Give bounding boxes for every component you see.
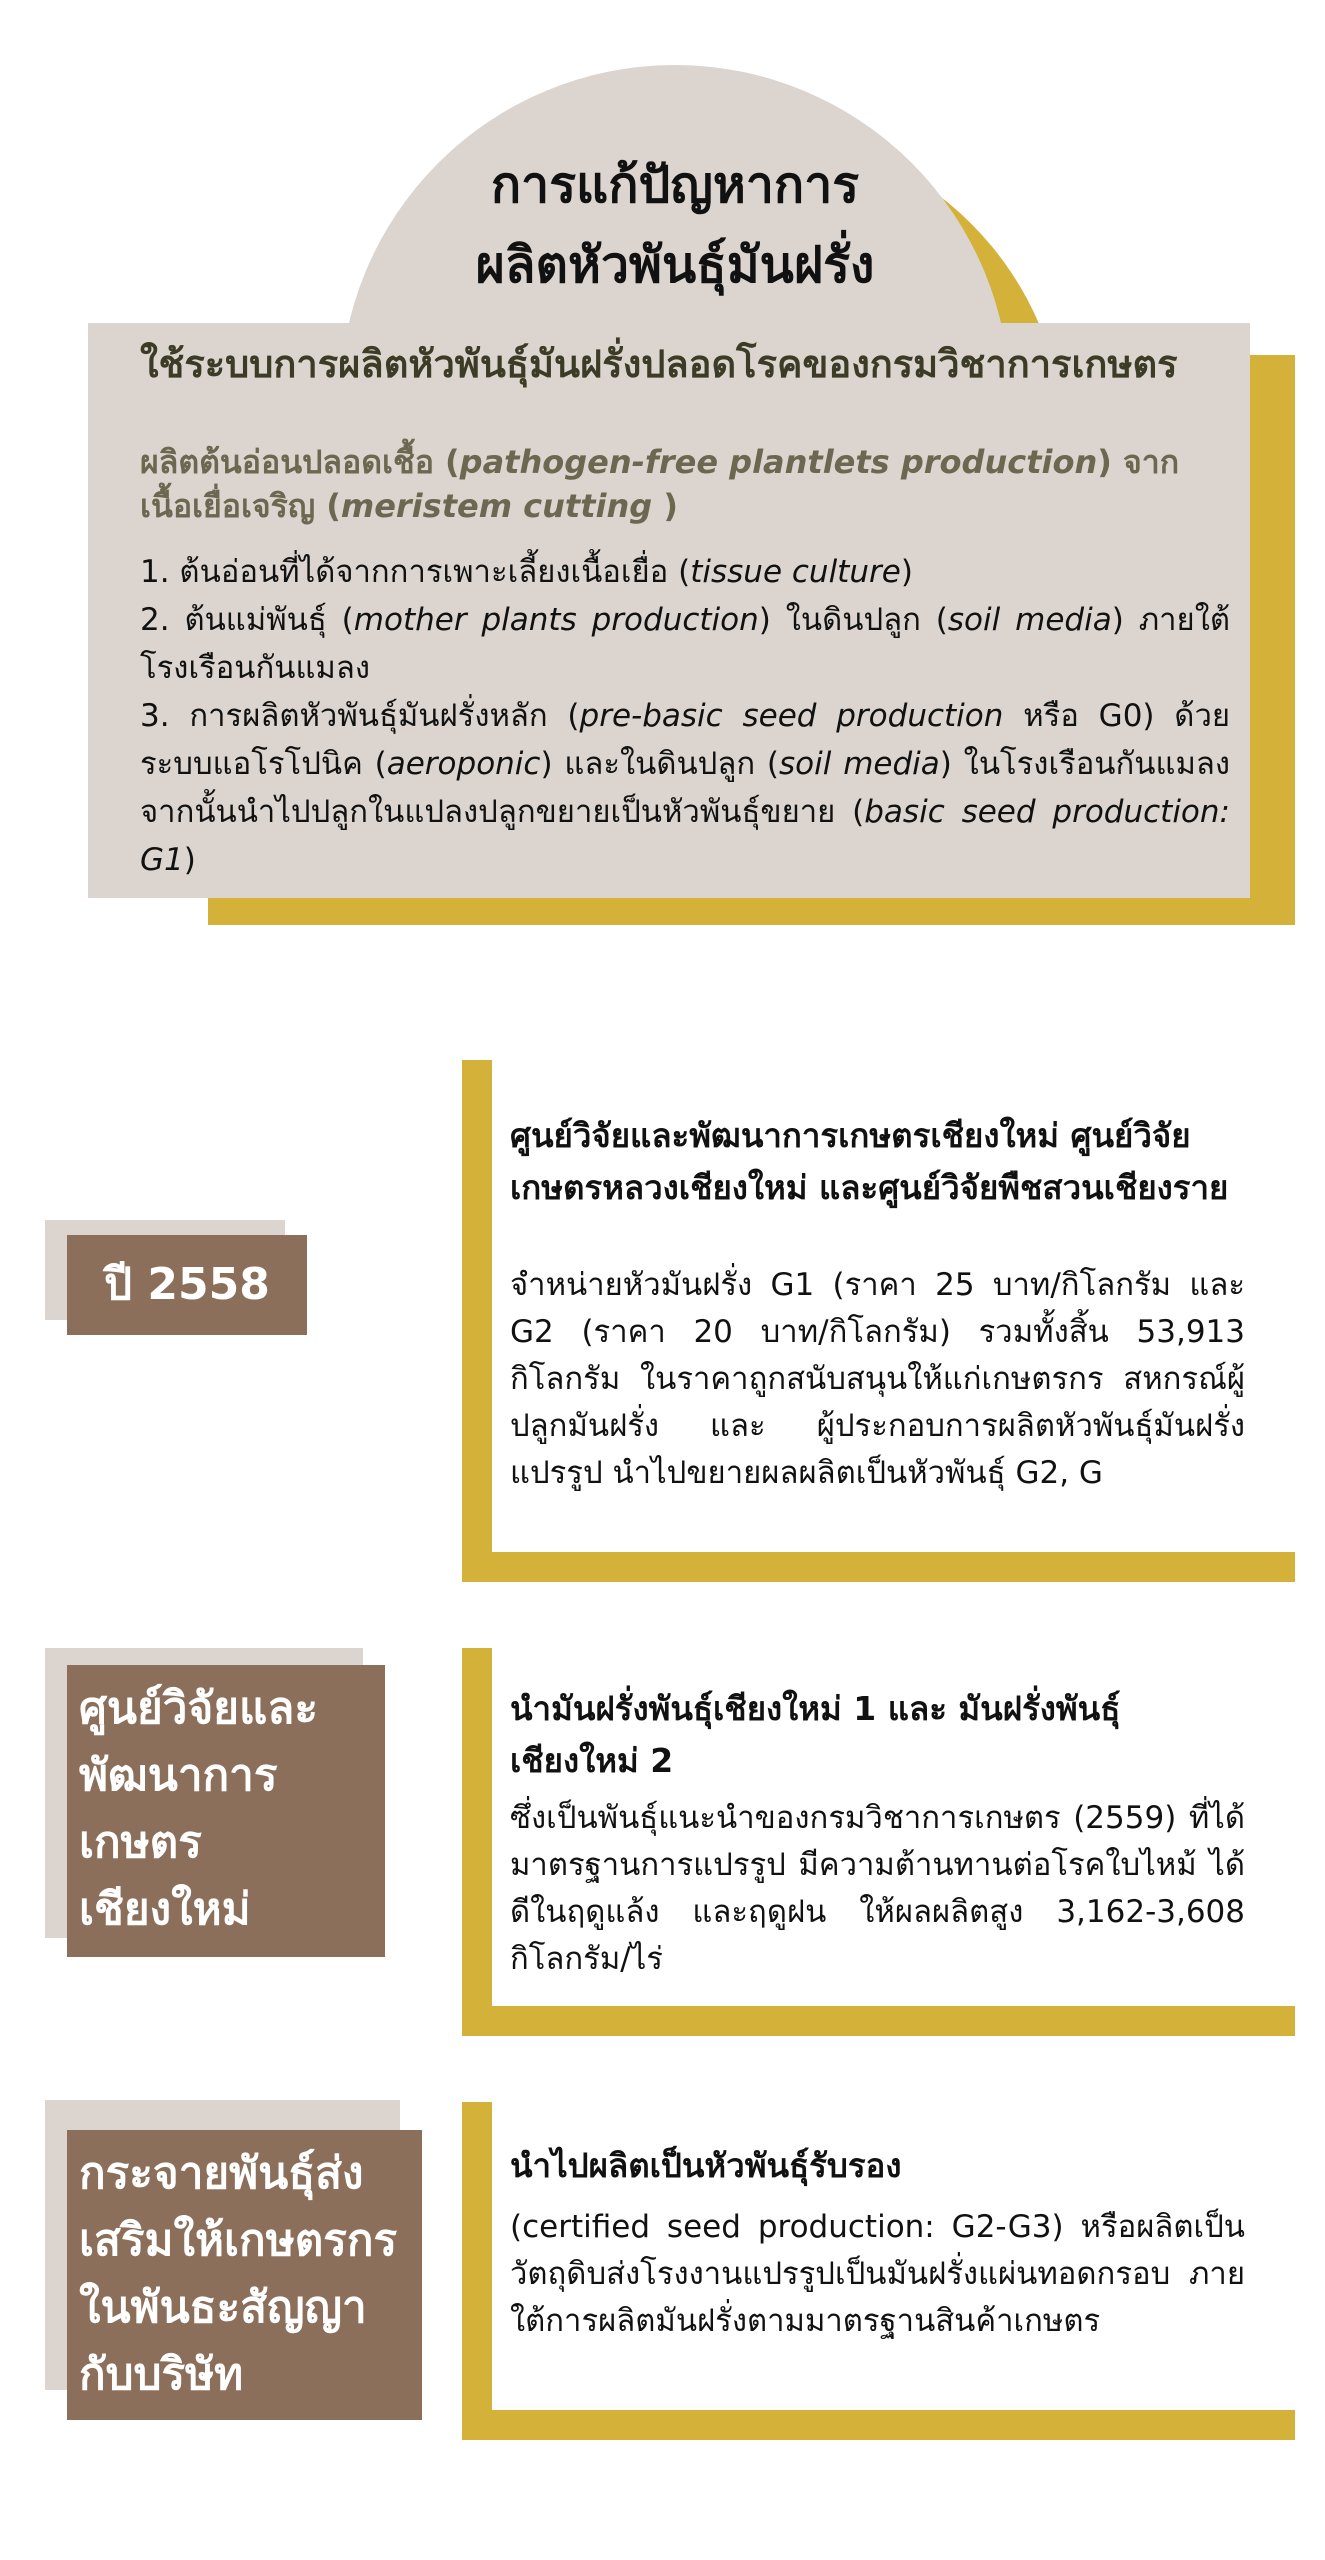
intro-sub-mid: ) จากเนื้อเยื่อเจริญ ( [140,443,1180,525]
intro-sub-term2: meristem cutting [340,487,653,525]
item2-mid: ) ในดินปลูก ( [758,602,948,638]
row3-label-text [67,2130,422,2408]
intro-list-item-2 [140,596,1230,692]
item3-suffix: ) [183,842,196,878]
intro-heading: ใช้ระบบการผลิตหัวพันธุ์มันฝรั่งปลอดโรคของกรมวิชาการเกษตร [140,342,1178,386]
row3-title: นำไปผลิตเป็นหัวพันธุ์รับรอง [510,2146,902,2185]
intro-subheading [140,440,1230,528]
item2-term1: mother plants production [353,602,759,638]
row2-label-line2: พัฒนาการ [79,1750,278,1801]
intro-sub-term1: pathogen-free plantlets production [459,443,1098,481]
row1-title: ศูนย์วิจัยและพัฒนาการเกษตรเชียงใหม่ ศูนย์วิจัยเกษตรหลวงเชียงใหม่ และศูนย์วิจัยพืชสวนเชียงราย [510,1116,1229,1207]
page-title-line1: การแก้ปัญหาการ [490,156,860,214]
row1-label-text: ปี 2558 [104,1259,270,1310]
intro-sub-suffix: ) [652,487,678,525]
row3-label-line3: ในพันธะสัญญา [79,2282,367,2333]
item3-term3: soil media [779,746,940,782]
row2-label-line4: เชียงใหม่ [79,1884,251,1935]
page-title-line2: ผลิตหัวพันธุ์มันฝรั่ง [475,236,875,294]
row3-label-line1: กระจายพันธุ์ส่ง [79,2148,364,2199]
row3-label-line4: กับบริษัท [79,2349,244,2400]
row3-body: (certified seed production: G2-G3) หรือผลิตเป็นวัตถุดิบส่งโรงงานแปรรูปเป็นมันฝรั่งแผ่นทอดกรอบ ภายใต้การผลิตมันฝรั่งตามมาตรฐานสินค้าเกษตร [510,2209,1245,2339]
item3-mid1: หรือ G0) ด้วยระบบแอโรโปนิค ( [140,698,1231,782]
item2-term2: soil media [947,602,1112,638]
item3-term4: basic seed production: G1 [140,794,1230,878]
row2-label-line3: เกษตร [79,1817,202,1868]
row1-body: จำหน่ายหัวมันฝรั่ง G1 (ราคา 25 บาท/กิโลกรัม และ G2 (ราคา 20 บาท/กิโลกรัม) รวมทั้งสิ้น 53,913 กิโลกรัม ในราคาถูกสนับสนุนให้แก่เกษตรกร สหกรณ์ผู้ปลูกมันฝรั่ง และ ผู้ประกอบการผลิตหัวพันธุ์มันฝรั่งแปรรูป นำไปขยายผลผลิตเป็นหัวพันธุ์ G2, G [510,1267,1245,1491]
item3-mid2: ) และในดินปลูก ( [540,746,780,782]
row2-label [67,1665,385,1957]
item2-suffix: ) ภายใต้โรงเรือนกันแมลง [140,602,1230,686]
row2-label-text [67,1665,385,1943]
intro-list-item-3 [140,692,1230,884]
intro-list [140,548,1230,884]
item3-mid3: ) ในโรงเรือนกันแมลง จากนั้นนำไปปลูกในแปลงปลูกขยายเป็นหัวพันธุ์ขยาย ( [140,746,1231,830]
row3-label [67,2130,422,2420]
item1-suffix: ) [900,554,913,590]
item3-prefix: 3. การผลิตหัวพันธุ์มันฝรั่งหลัก ( [140,698,580,734]
intro-sub-prefix: ผลิตต้นอ่อนปลอดเชื้อ ( [140,443,460,481]
row2-label-line1: ศูนย์วิจัยและ [79,1683,319,1734]
row1-label [67,1235,307,1335]
item2-prefix: 2. ต้นแม่พันธุ์ ( [140,602,354,638]
item3-term1: pre-basic seed production [579,698,1004,734]
item1-prefix: 1. ต้นอ่อนที่ได้จากการเพาะเลี้ยงเนื้อเยื่อ ( [140,554,691,590]
intro-list-item-1 [140,548,1230,596]
row3-label-line2: เสริมให้เกษตรกร [79,2215,398,2266]
item1-term: tissue culture [690,554,901,590]
row2-title: นำมันฝรั่งพันธุ์เชียงใหม่ 1 และ มันฝรั่งพันธุ์เชียงใหม่ 2 [510,1689,1121,1780]
item3-term2: aeroponic [386,746,541,782]
row2-body: ซึ่งเป็นพันธุ์แนะนำของกรมวิชาการเกษตร (2559) ที่ได้มาตรฐานการแปรรูป มีความต้านทานต่อโรคใบไหม้ ได้ดีในฤดูแล้ง และฤดูฝน ให้ผลผลิตสูง 3,162-3,608 กิโลกรัม/ไร่ [510,1800,1245,1977]
page-title [340,145,1010,305]
